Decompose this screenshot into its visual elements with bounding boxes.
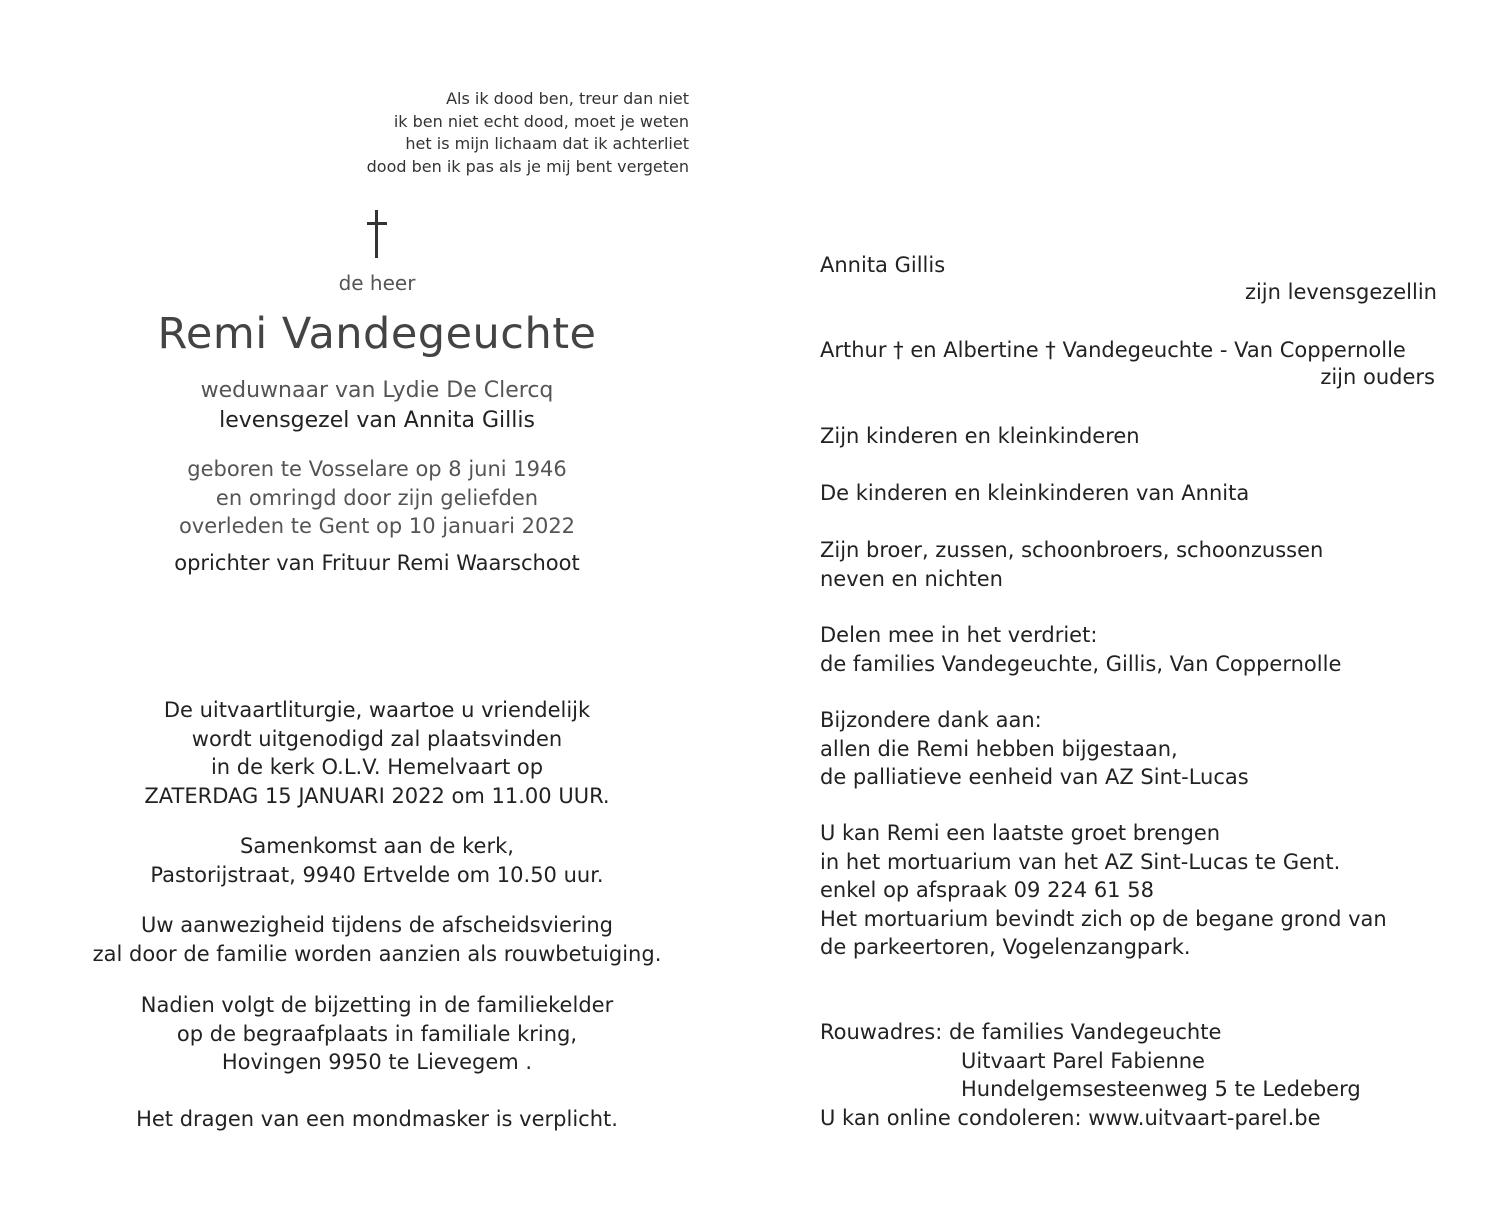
honorific: de heer <box>338 271 416 295</box>
annita-children-line: De kinderen en kleinkinderen van Annita <box>820 481 1250 505</box>
partner-line: levensgezel van Annita Gillis <box>219 408 535 433</box>
gathering-line: Samenkomst aan de kerk, <box>240 834 514 858</box>
parents-role: zijn ouders <box>1320 365 1435 389</box>
siblings-line: Zijn broer, zussen, schoonbroers, schoonzussen <box>820 538 1324 562</box>
funeral-line: wordt uitgenodigd zal plaatsvinden <box>191 726 563 751</box>
presence-block <box>0 911 754 968</box>
address-line: Hundelgemsesteenweg 5 te Ledeberg <box>961 1077 1361 1101</box>
thanks-line: de palliatieve eenheid van AZ Sint-Lucas <box>820 765 1249 789</box>
address-block <box>820 1018 1361 1132</box>
visit-line: U kan Remi een laatste groet brengen <box>820 821 1221 845</box>
poem <box>367 88 689 178</box>
partner-name: Annita Gillis <box>820 253 946 277</box>
poem-line: ik ben niet echt dood, moet je weten <box>393 111 689 131</box>
date-line: geboren te Vosselare op 8 juni 1946 <box>187 457 567 481</box>
cross-icon <box>364 210 390 258</box>
burial-line: Nadien volgt de bijzetting in de familiekelder <box>140 993 614 1017</box>
share-block <box>820 621 1341 678</box>
gathering-line: Pastorijstraat, 9940 Ertvelde om 10.50 uur. <box>150 862 604 887</box>
thanks-block <box>820 706 1249 792</box>
gathering-block <box>0 832 754 889</box>
funeral-line: in de kerk O.L.V. Hemelvaart op <box>210 755 544 779</box>
date-line: overleden te Gent op 10 januari 2022 <box>178 514 576 538</box>
siblings-block <box>820 536 1323 593</box>
poem-line: dood ben ik pas als je mij bent vergeten <box>366 156 689 176</box>
siblings-line: neven en nichten <box>820 566 1003 591</box>
life-dates <box>0 455 754 541</box>
deceased-name: Remi Vandegeuchte <box>157 309 597 359</box>
presence-line: Uw aanwezigheid tijdens de afscheidsviering <box>141 913 613 937</box>
mask-notice: Het dragen van een mondmasker is verplicht. <box>136 1107 618 1131</box>
share-line: Delen mee in het verdriet: <box>820 623 1098 647</box>
address-line: Rouwadres: de families Vandegeuchte <box>820 1020 1222 1044</box>
visit-block <box>820 819 1387 962</box>
poem-line: het is mijn lichaam dat ik achterliet <box>405 134 689 153</box>
address-line: Uitvaart Parel Fabienne <box>961 1048 1205 1073</box>
parents-line: Arthur † en Albertine † Vandegeuchte - Van Coppernolle <box>820 338 1406 362</box>
share-line: de families Vandegeuchte, Gillis, Van Coppernolle <box>820 651 1342 676</box>
visit-line: in het mortuarium van het AZ Sint-Lucas te Gent. <box>820 849 1341 874</box>
thanks-line: allen die Remi hebben bijgestaan, <box>820 736 1178 761</box>
funeral-line: De uitvaartliturgie, waartoe u vriendelijk <box>163 698 591 722</box>
widower-line: weduwnaar van Lydie De Clercq <box>200 378 554 403</box>
visit-line: Het mortuarium bevindt zich op de begane grond van <box>820 906 1387 931</box>
poem-line: Als ik dood ben, treur dan niet <box>446 89 689 108</box>
funeral-block <box>0 696 754 810</box>
date-line: en omringd door zijn geliefden <box>215 485 539 510</box>
presence-line: zal door de familie worden aanzien als rouwbetuiging. <box>92 941 662 966</box>
children-line: Zijn kinderen en kleinkinderen <box>820 424 1140 448</box>
thanks-line: Bijzondere dank aan: <box>820 708 1042 732</box>
visit-line: enkel op afspraak 09 224 61 58 <box>820 878 1154 902</box>
funeral-line: ZATERDAG 15 JANUARI 2022 om 11.00 UUR. <box>144 783 610 808</box>
burial-line: op de begraafplaats in familiale kring, <box>176 1021 578 1046</box>
visit-line: de parkeertoren, Vogelenzangpark. <box>820 935 1191 959</box>
burial-block <box>0 991 754 1077</box>
partner-role: zijn levensgezellin <box>1244 280 1437 304</box>
founder-line: oprichter van Frituur Remi Waarschoot <box>174 551 580 575</box>
burial-line: Hovingen 9950 te Lievegem . <box>221 1050 533 1074</box>
online-condolence: U kan online condoleren: www.uitvaart-parel.be <box>820 1105 1321 1130</box>
